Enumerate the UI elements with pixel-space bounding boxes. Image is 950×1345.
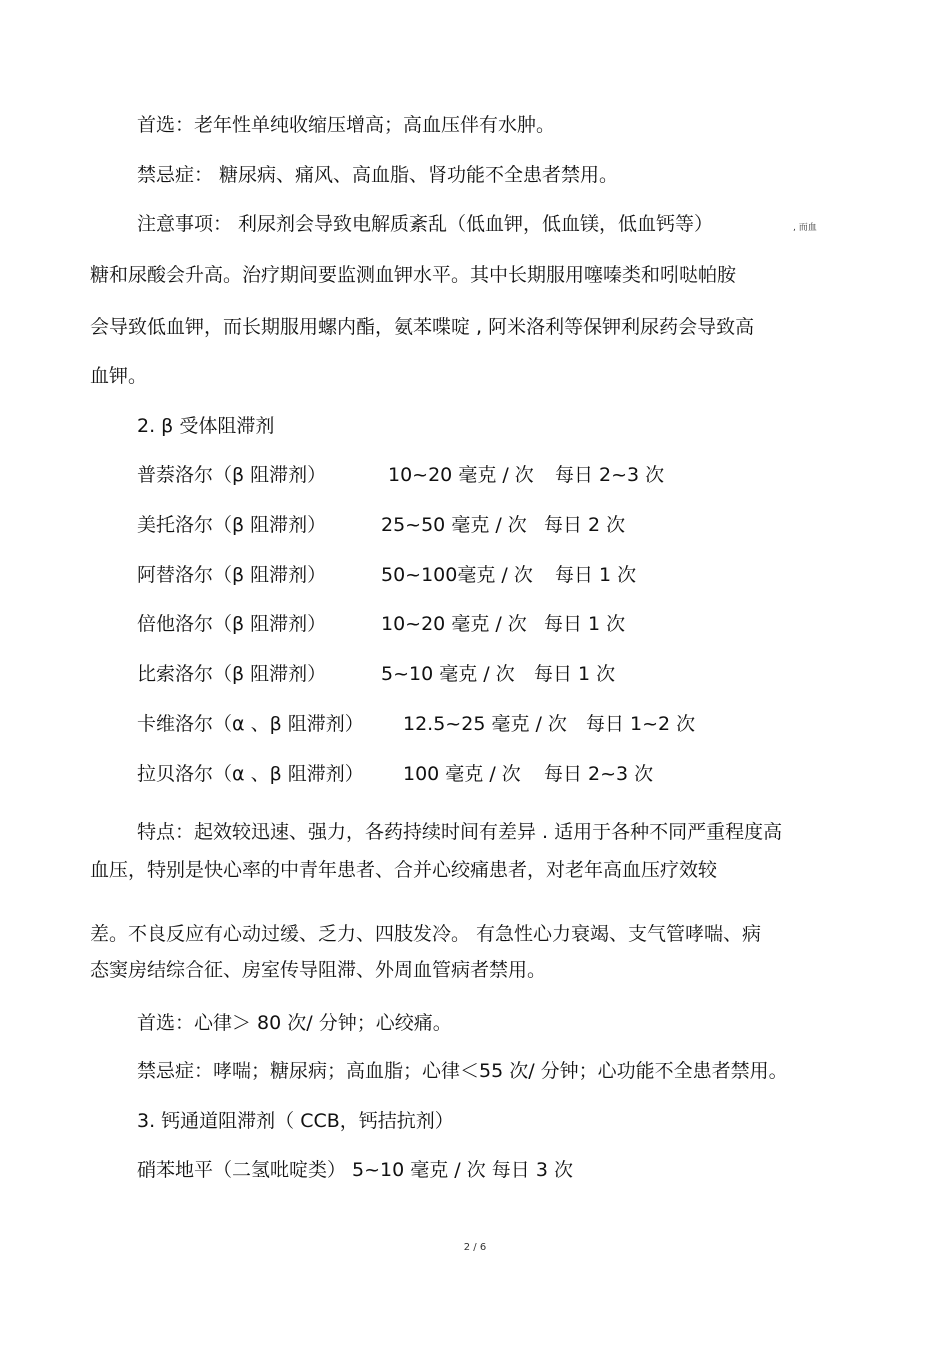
paragraph-line: 会导致低血钾，而长期服用螺内酯，氨苯喋啶 , 阿米洛利等保钾利尿药会导致高 — [90, 316, 755, 338]
drug-dose: 12.5~25 毫克 / 次 — [403, 713, 567, 735]
paragraph-line: 禁忌症：哮喘；糖尿病；高血脂；心律＜55 次/ 分钟；心功能不全患者禁用。 — [137, 1060, 788, 1082]
drug-frequency: 每日 1 次 — [534, 663, 616, 685]
drug-dose: 25~50 毫克 / 次 — [381, 514, 527, 536]
drug-name: 倍他洛尔（β 阻滞剂） — [137, 613, 327, 635]
paragraph-line: 首选：老年性单纯收缩压增高；高血压伴有水肿。 — [137, 114, 556, 136]
paragraph-line: 血压，特别是快心率的中青年患者、合并心绞痛患者，对老年高血压疗效较 — [90, 859, 718, 881]
paragraph-line: 禁忌症： 糖尿病、痛风、高血脂、肾功能不全患者禁用。 — [137, 164, 619, 186]
drug-frequency: 每日 2 次 — [544, 514, 626, 536]
page-number: 2 / 6 — [463, 1242, 487, 1253]
section-heading: 2. β 受体阻滞剂 — [137, 415, 275, 437]
inline-small-note: , 而血 — [793, 223, 817, 233]
paragraph-line: 首选：心律＞ 80 次/ 分钟；心绞痛。 — [137, 1012, 452, 1034]
drug-dose: 50~100毫克 / 次 — [381, 564, 533, 586]
paragraph-line: 糖和尿酸会升高。治疗期间要监测血钾水平。其中长期服用噻嗪类和吲哒帕胺 — [90, 264, 737, 286]
paragraph-line: 硝苯地平（二氢吡啶类） 5~10 毫克 / 次 每日 3 次 — [137, 1159, 573, 1181]
drug-dose: 5~10 毫克 / 次 — [381, 663, 515, 685]
drug-name: 普萘洛尔（β 阻滞剂） — [137, 464, 327, 486]
drug-name: 卡维洛尔（α 、β 阻滞剂） — [137, 713, 364, 735]
drug-frequency: 每日 2~3 次 — [555, 464, 665, 486]
drug-frequency: 每日 1 次 — [555, 564, 637, 586]
paragraph-line: 血钾。 — [90, 365, 148, 387]
drug-name: 比索洛尔（β 阻滞剂） — [137, 663, 327, 685]
drug-name: 拉贝洛尔（α 、β 阻滞剂） — [137, 763, 364, 785]
drug-dose: 10~20 毫克 / 次 — [381, 613, 527, 635]
paragraph-line: 差。不良反应有心动过缓、乏力、四肢发冷。 有急性心力衰竭、支气管哮喘、病 — [90, 923, 762, 945]
drug-name: 美托洛尔（β 阻滞剂） — [137, 514, 327, 536]
drug-name: 阿替洛尔（β 阻滞剂） — [137, 564, 327, 586]
paragraph-line: 态窦房结综合征、房室传导阻滞、外周血管病者禁用。 — [90, 959, 547, 981]
drug-frequency: 每日 2~3 次 — [544, 763, 654, 785]
drug-frequency: 每日 1~2 次 — [586, 713, 696, 735]
drug-dose: 100 毫克 / 次 — [403, 763, 521, 785]
paragraph-line: 特点：起效较迅速、强力，各药持续时间有差异 . 适用于各种不同严重程度高 — [137, 821, 783, 843]
drug-frequency: 每日 1 次 — [544, 613, 626, 635]
drug-dose: 10~20 毫克 / 次 — [388, 464, 534, 486]
section-heading: 3. 钙通道阻滞剂（ CCB，钙拮抗剂） — [137, 1110, 454, 1132]
paragraph-line: 注意事项： 利尿剂会导致电解质紊乱（低血钾，低血镁，低血钙等） — [137, 213, 714, 235]
